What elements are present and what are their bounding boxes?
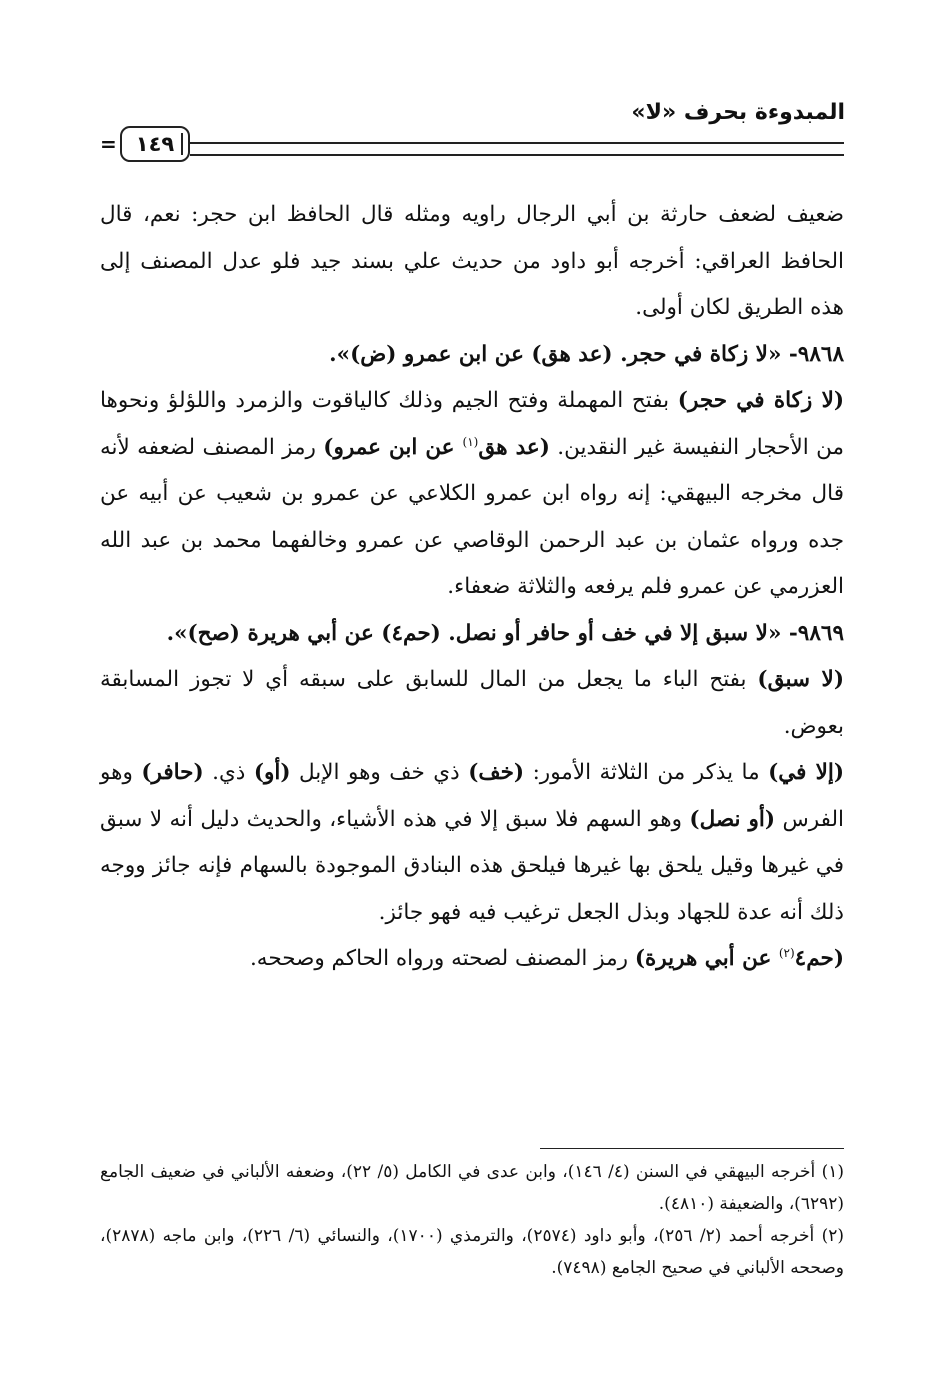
bold-phrase: (أو) bbox=[253, 760, 291, 785]
text-run: رمز المصنف لصحته ورواه الحاكم وصححه. bbox=[249, 946, 635, 971]
text-run: رمز المصنف لضعفه لأنه قال مخرجه البيهقي: إنه رواه ابن عمرو الكلاعي عن عمرو بن شعيب عن أبيه عن جده ورواه عثمان بن عبد الرحمن الوقاصي عن عمرو وخالفهما محمد بن عبد الله العزرمي عن عمرو فلم يرفعه والثلاثة ضعفاء. bbox=[100, 434, 844, 599]
paragraph-4 bbox=[100, 750, 844, 936]
text-run: ما يذكر من الثلاثة الأمور: bbox=[524, 760, 769, 785]
header-double-rule bbox=[190, 142, 844, 156]
footnote-separator bbox=[540, 1148, 844, 1149]
header-left-marker: = bbox=[100, 132, 117, 156]
text-run: وهو الفرس bbox=[100, 760, 844, 832]
bold-phrase: (حافر) bbox=[141, 760, 204, 785]
footnotes bbox=[100, 1156, 844, 1284]
bold-phrase: (حم٤ bbox=[794, 946, 844, 971]
header-title: المبدوءة بحرف «لا» bbox=[631, 100, 845, 125]
footnote-2: (٢) أخرجه أحمد (٢/ ٢٥٦)، وأبو داود (٢٥٧٤)، والترمذي (١٧٠٠)، والنسائي (٦/ ٢٢٦)، وابن ماجه (٢٨٧٨)، وصححه الألباني في صحيح الجامع (٧٤٩٨). bbox=[100, 1226, 844, 1278]
bold-phrase: عن أبي هريرة) bbox=[634, 946, 779, 971]
footnote-ref-1: (١) bbox=[462, 434, 479, 449]
text-run: وهو السهم فلا سبق إلا في هذه الأشياء، والحديث دليل أنه لا سبق في غيرها وقيل يلحق بها غيرها فيلحق هذه البنادق الموجودة بالسهام فإنه جائز ووجه ذلك أنه عدة للجهاد وبذل الجعل ترغيب فيه فهو جائز. bbox=[100, 806, 844, 925]
paragraph-2 bbox=[100, 378, 844, 611]
bold-phrase: (إلا في) bbox=[768, 760, 844, 785]
text-run: بفتح الباء ما يجعل من المال للسابق على سبقه أي لا تجوز المسابقة بعوض. bbox=[100, 667, 844, 739]
text-run: ذي خف وهو الإبل bbox=[290, 760, 469, 785]
text-run: ذي. bbox=[203, 760, 254, 785]
paragraph-5 bbox=[100, 936, 844, 983]
bold-phrase: (عد هق bbox=[478, 434, 550, 460]
hadith-9869: ٩٨٦٩- «لا سبق إلا في خف أو حافر أو نصل. (حم٤) عن أبي هريرة (صح)». bbox=[166, 620, 844, 646]
footnote-ref-2: (٢) bbox=[778, 945, 795, 960]
main-text bbox=[100, 192, 844, 983]
hadith-9868: ٩٨٦٨- «لا زكاة في حجر. (عد هق) عن ابن عمرو (ض)». bbox=[329, 341, 844, 367]
bold-phrase: عن ابن عمرو) bbox=[323, 434, 463, 460]
bold-phrase: (أو نصل) bbox=[689, 806, 776, 832]
page-number: ١٤٩ bbox=[120, 126, 190, 162]
paragraph-3 bbox=[100, 657, 844, 750]
bold-phrase: (لا زكاة في حجر) bbox=[677, 388, 845, 413]
bold-phrase: (خف) bbox=[468, 760, 525, 785]
footnote-1: (١) أخرجه البيهقي في السنن (٤/ ١٤٦)، وابن عدى في الكامل (٥/ ٢٢)، وضعفه الألباني في ضعيف الجامع (٦٢٩٢)، والضعيفة (٤٨١٠). bbox=[100, 1162, 844, 1214]
paragraph-1: ضعيف لضعف حارثة بن أبي الرجال راويه ومثله قال الحافظ ابن حجر: نعم، قال الحافظ العراقي: أخرجه أبو داود من حديث علي بسند جيد فلو عدل المصنف إلى هذه الطريق لكان أولى. bbox=[100, 202, 844, 320]
bold-phrase: (لا سبق) bbox=[757, 667, 844, 692]
text-run: بفتح المهملة وفتح الجيم وذلك كالياقوت والزمرد واللؤلؤ ونحوها من الأحجار النفيسة غير النقدين. bbox=[100, 388, 844, 460]
